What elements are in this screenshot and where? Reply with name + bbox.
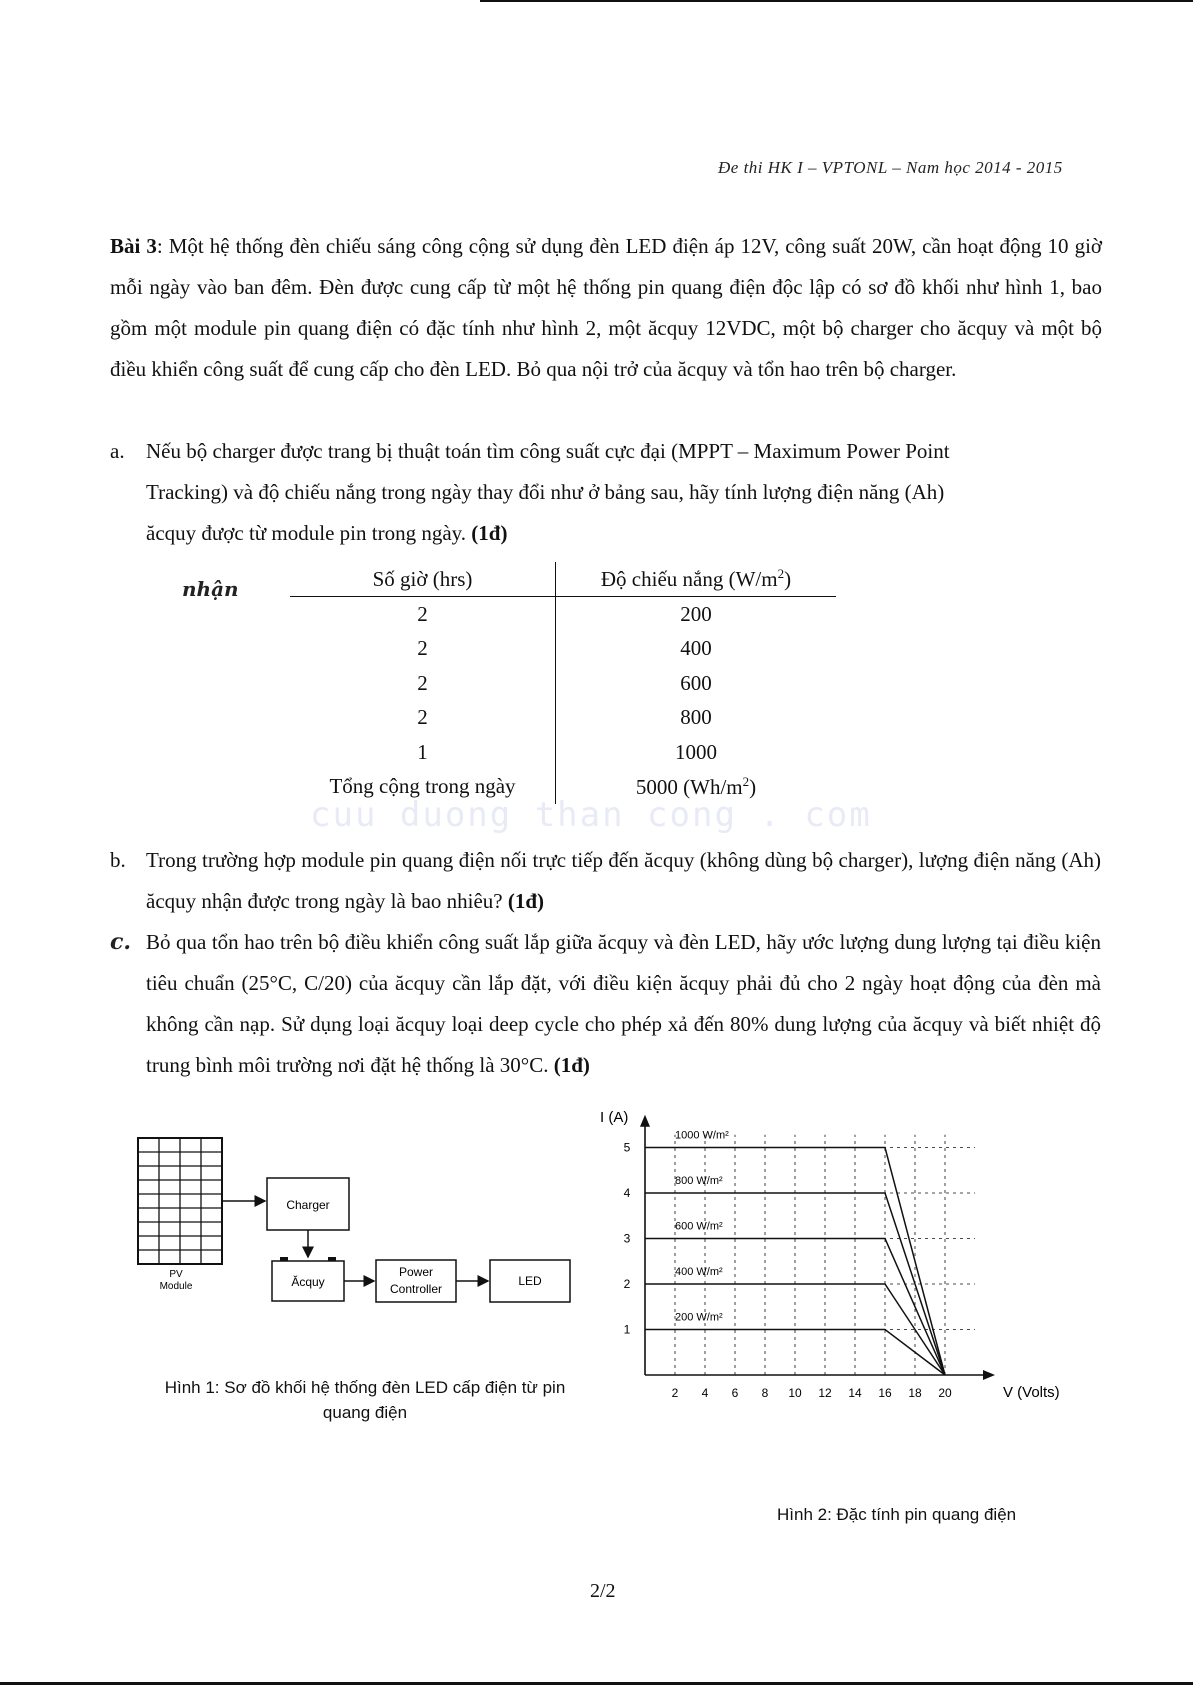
y-tick-label: 4 [623,1186,631,1200]
led-label: LED [518,1274,542,1288]
block-diagram [130,1130,590,1310]
y-tick-label: 1 [623,1322,631,1337]
figure-1-caption-line1: Hình 1: Sơ đồ khối hệ thống đèn LED cấp điện từ pin [164,1378,566,1397]
y-tick-label: 3 [623,1231,631,1246]
x-tick-label: 18 [908,1386,922,1400]
page-header: Đe thi HK I – VPTONL – Nam học 2014 - 2015 [718,158,1063,177]
problem-text: : Một hệ thống đèn chiếu sáng công cộng sử dụng đèn LED điện áp 12V, công suất 20W, cần hoạt động 10 giờ mỗi ngày vào ban đêm. Đèn được cung cấp từ một hệ thống pin quang điện độc lập có sơ đồ khối như hình 1, bao gồm một module pin quang điện có đặc tính như hình 2, một ăcquy 12VDC, một bộ charger cho ăcquy và một bộ điều khiển công suất để cung cấp cho đèn LED. Bỏ qua nội trở của ăcquy và tổn hao trên bộ charger. [110,234,1103,381]
x-tick-label: 2 [671,1386,679,1400]
handwritten-note: nhận [182,577,239,601]
y-axis-label: I (A) [600,1108,629,1126]
y-tick-label: 2 [623,1277,631,1291]
top-rule [480,0,1193,2]
series-label: 1000 W/m² [675,1129,729,1142]
charger-label: Charger [286,1198,330,1212]
figure-1-caption-line2: quang điện [322,1403,408,1422]
x-tick-label: 6 [731,1386,739,1400]
table-cell-hours: 1 [290,735,556,770]
battery-terminal [280,1257,288,1261]
table-cell-irradiance: 800 [680,705,712,730]
table-row [290,666,836,701]
table-cell-irradiance: 400 [680,636,712,661]
table-header-irradiance: Độ chiếu nắng $(W/m^2)$ [556,562,837,597]
item-b-text: Trong trường hợp module pin quang điện nối trực tiếp đến ăcquy (không dùng bộ charger), lượng điện năng (Ah) ăcquy nhận được trong ngày là bao nhiêu? (1đ) [146,848,1101,913]
item-b-points: (1đ) [507,889,545,913]
table-cell-hours: 2 [290,597,556,632]
controller-label-2: Controller [389,1282,443,1296]
item-a-points: (1đ) [471,521,508,545]
item-c-label: c. [110,929,132,955]
item-a-line2: Tracking) và độ chiếu nắng trong ngày thay đổi như ở bảng sau, hãy tính lượng điện năng (Ah) [146,480,945,504]
table-total-value: 5000 $(Wh/m^2)$ [635,773,757,799]
controller-label: Power [398,1265,434,1279]
table-row [290,735,836,770]
x-tick-label: 16 [878,1386,892,1400]
table-cell-hours: 2 [290,701,556,736]
item-b-label: b. [110,848,126,872]
series-label: 800 W/m² [675,1175,723,1187]
item-c [110,922,1102,1086]
pv-label: PV [169,1269,183,1280]
battery-label: Ăcquy [291,1275,325,1289]
x-axis-arrow [983,1370,995,1380]
pv-label-2: Module [159,1281,193,1292]
x-axis-label: V (Volts) [1003,1384,1060,1401]
figure-2-caption: Hình 2: Đặc tính pin quang điện [777,1505,1017,1524]
item-a-line3 [146,513,1101,554]
series-label: 600 W/m² [675,1220,723,1233]
table-cell-irradiance: 600 [680,670,712,695]
item-c-points: (1đ) [553,1053,590,1077]
item-b [110,840,1102,922]
problem-label: Bài 3 [110,234,157,258]
problem-statement [110,226,1102,390]
x-tick-label: 4 [701,1386,709,1400]
item-a [110,431,1102,554]
table-header-row [290,562,836,597]
series-label: 200 W/m² [675,1311,723,1324]
table-row [290,632,836,667]
battery-terminal [328,1257,336,1261]
item-a-line1: Nếu bộ charger được trang bị thuật toán tìm công suất cực đại (MPPT – Maximum Power Point [146,439,950,463]
irradiance-table [290,562,836,804]
x-tick-label: 8 [761,1386,769,1400]
table-row [290,597,836,632]
iv-chart [600,1108,1130,1475]
item-a-text [146,431,1101,554]
y-tick-label: 5 [623,1140,631,1155]
series-label: 400 W/m² [675,1266,723,1278]
y-axis-arrow [640,1115,650,1127]
figure-1-caption [135,1375,595,1425]
x-tick-label: 20 [938,1386,952,1400]
table-header-hours: Số giờ (hrs) [290,562,556,597]
table-cell-irradiance: 1000 [675,739,717,764]
table-cell-hours: 2 [290,666,556,701]
pv-module-icon [138,1138,222,1264]
x-tick-label: 12 [818,1386,832,1400]
table-cell-hours: 2 [290,632,556,667]
table-total-label: Tổng cộng trong ngày [290,770,556,805]
watermark: cuu duong than cong . com [310,795,872,835]
page-number: 2/2 [590,1580,616,1602]
table-cell-irradiance: 200 [680,601,712,626]
item-c-text: Bỏ qua tổn hao trên bộ điều khiển công suất lắp giữa ăcquy và đèn LED, hãy ước lượng dung lượng tại điều kiện tiêu chuẩn (25°C, C/20) của ăcquy cần lắp đặt, với điều kiện ăcquy phải đủ cho 2 ngày hoạt động của đèn mà không cần nạp. Sử dụng loại ăcquy loại deep cycle cho phép xả đến 80% dung lượng của ăcquy và biết nhiệt độ trung bình môi trường nơi đặt hệ thống là 30°C. (1đ) [146,930,1101,1077]
x-tick-label: 10 [788,1386,802,1400]
table-row [290,701,836,736]
item-a-label: a. [110,439,125,463]
bottom-rule [0,1682,1193,1685]
item-a-line3-text: ăcquy được từ module pin trong ngày. [146,521,467,545]
x-tick-label: 14 [848,1386,862,1400]
